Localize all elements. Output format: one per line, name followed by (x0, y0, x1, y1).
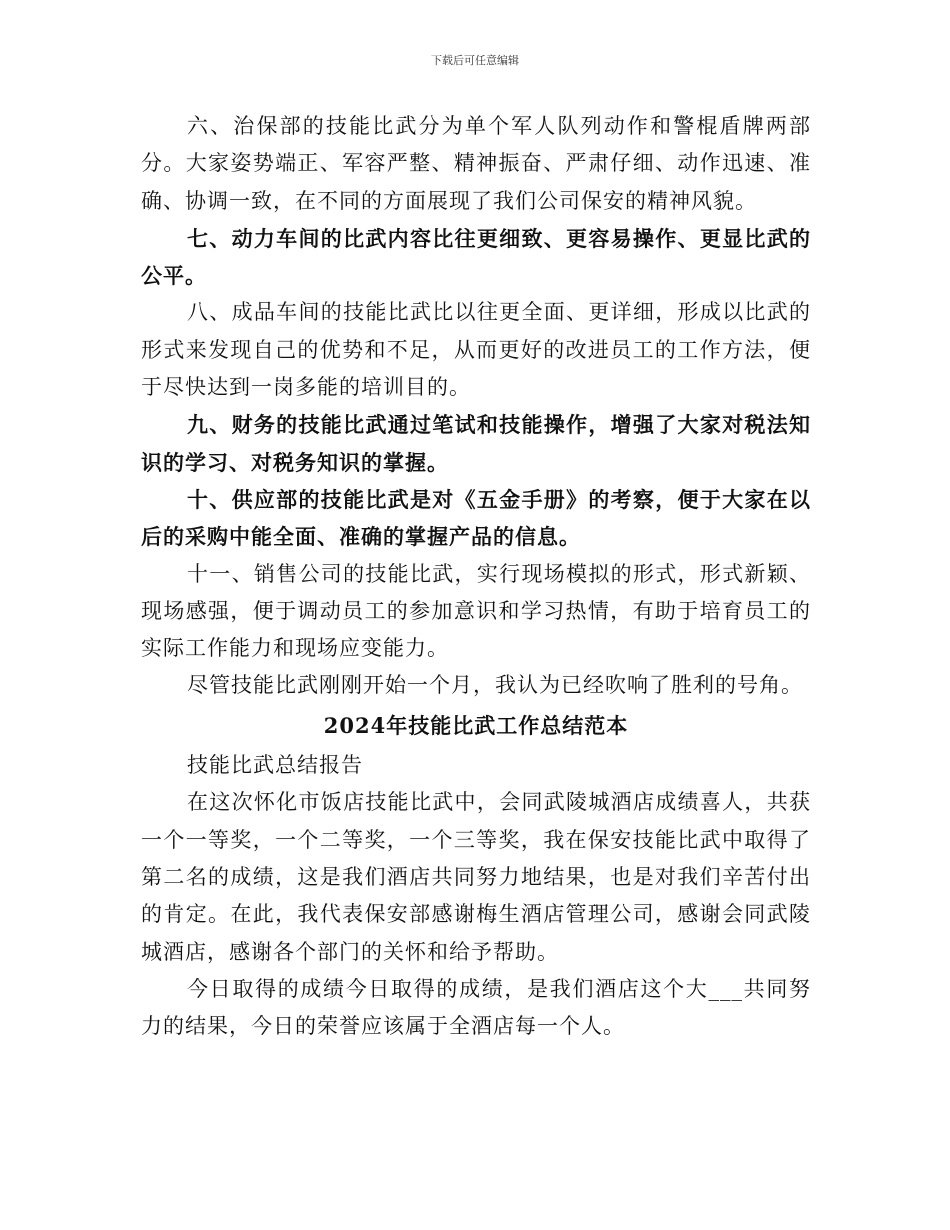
document-body (141, 108, 811, 1045)
paragraph-report-closing: 今日取得的成绩今日取得的成绩，是我们酒店这个大___共同努力的结果，今日的荣誉应该属于全酒店每一个人。 (141, 976, 811, 1039)
page-header: 下载后可任意编辑 (431, 54, 519, 67)
section-title: 2024年技能比武工作总结范本 (323, 712, 629, 738)
paragraph-eleven: 十一、销售公司的技能比武，实行现场模拟的形式，形式新颖、现场感强，便于调动员工的参加意识和学习热情，有助于培育员工的实际工作能力和现场应变能力。 (141, 561, 811, 661)
paragraph-nine: 九、财务的技能比武通过笔试和技能操作，增强了大家对税法知识的学习、对税务知识的掌握。 (141, 412, 811, 475)
paragraph-conclusion: 尽管技能比武刚刚开始一个月，我认为已经吹响了胜利的号角。 (187, 673, 803, 698)
paragraph-eight: 八、成品车间的技能比武比以往更全面、更详细，形成以比武的形式来发现自己的优势和不足，从而更好的改进员工的工作方法，便于尽快达到一岗多能的培训目的。 (141, 300, 811, 400)
paragraph-ten: 十、供应部的技能比武是对《五金手册》的考察，便于大家在以后的采购中能全面、准确的掌握产品的信息。 (141, 486, 811, 550)
paragraph-six: 六、治保部的技能比武分为单个军人队列动作和警棍盾牌两部分。大家姿势端正、军容严整、精神振奋、严肃仔细、动作迅速、准确、协调一致，在不同的方面展现了我们公司保安的精神风貌。 (141, 114, 811, 213)
paragraph-report-body: 在这次怀化市饭店技能比武中，会同武陵城酒店成绩喜人，共获一个一等奖，一个二等奖，一个三等奖，我在保安技能比武中取得了第二名的成绩，这是我们酒店共同努力地结果，也是对我们辛苦付出的肯定。在此，我代表保安部感谢梅生酒店管理公司，感谢会同武陵城酒店，感谢各个部门的关怀和给予帮助。 (141, 790, 811, 964)
report-heading: 技能比武总结报告 (187, 753, 363, 778)
paragraph-seven: 七、动力车间的比武内容比往更细致、更容易操作、更显比武的公平。 (141, 225, 811, 289)
